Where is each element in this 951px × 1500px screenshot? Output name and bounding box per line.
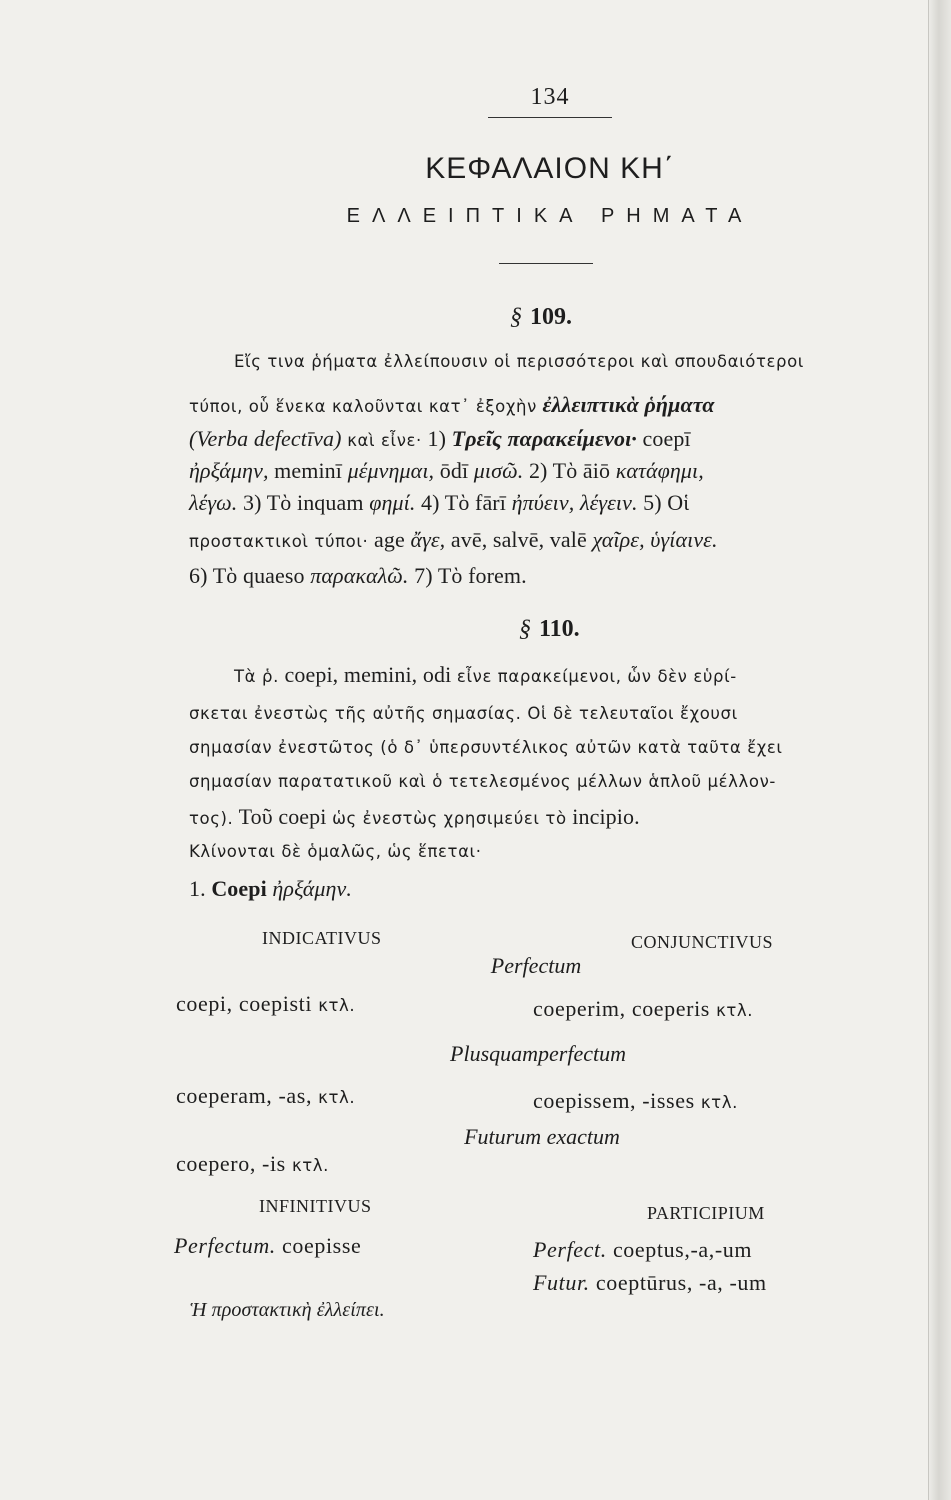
indicative-perfect: coepi, coepisti κτλ. <box>176 991 356 1016</box>
p1-line-7: 6) Τὸ quaeso παρακαλῶ. 7) Τὸ forem. <box>189 563 527 588</box>
p1-line-4: ἠρξάμην, meminī μέμνημαι, ōdī μισῶ. 2) Τὸ āiō κατάφημι, <box>189 458 704 483</box>
participle-future: Futur. coeptūrus, -a, -um <box>533 1270 767 1295</box>
section-symbol-2: § <box>519 616 531 642</box>
p2-line-7: 1. Coepi ἠρξάμην. <box>189 876 352 901</box>
conjunctive-perfect: coeperim, coeperis κτλ. <box>533 996 754 1021</box>
section-number: 109. <box>530 304 572 330</box>
p2-line-2: σκεται ἐνεστὼς τῆς αὐτῆς σημασίας. Οἱ δὲ τελευταῖοι ἔχουσι <box>189 704 738 723</box>
p1-line-5: λέγω. 3) Τὸ inquam φημί. 4) Τὸ fārī ἠπύειν, λέγειν. 5) Οἱ <box>189 490 690 515</box>
tense-futurum-exactum: Futurum exactum <box>464 1124 620 1149</box>
p1-line-2: τύποι, οὗ ἕνεκα καλοῦνται κατ᾽ ἐξοχὴν ἐλλειπτικὰ ῥήματα <box>189 392 715 417</box>
participle-perfect: Perfect. coeptus,-a,-um <box>533 1237 753 1262</box>
tense-plusquamperfectum: Plusquamperfectum <box>450 1041 626 1066</box>
indicative-future-perfect: coepero, -is κτλ. <box>176 1151 330 1176</box>
infinitive-perfect: Perfectum. coepisse <box>174 1233 362 1258</box>
p2-line-4: σημασίαν παρατατικοῦ καὶ ὁ τετελεσμένος μέλλων ἁπλοῦ μέλλον- <box>189 772 776 791</box>
section-109-heading <box>510 304 572 331</box>
title-rule <box>499 263 593 264</box>
header-indicativus: INDICATIVUS <box>262 928 382 948</box>
p1-line-6: προστακτικοὶ τύποι· age ἄγε, avē, salvē, valē χαῖρε, ὑγίαινε. <box>189 527 718 552</box>
indicative-pluperfect: coeperam, -as, κτλ. <box>176 1083 356 1108</box>
page-number: 134 <box>530 84 570 110</box>
p2-line-3: σημασίαν ἐνεστῶτος (ὁ δ᾽ ὑπερσυντέλικος αὐτῶν κατὰ ταῦτα ἔχει <box>189 738 783 757</box>
chapter-subtitle: ΕΛΛΕΙΠΤΙΚΑ ΡΗΜΑΤΑ <box>346 205 754 227</box>
header-conjunctivus: CONJUNCTIVUS <box>631 932 774 952</box>
p2-line-6: Κλίνονται δὲ ὁμαλῶς, ὡς ἕπεται· <box>189 842 482 861</box>
footnote: Ἡ προστακτικὴ ἐλλείπει. <box>190 1299 385 1321</box>
p1-line-1: Εἴς τινα ῥήματα ἐλλείπουσιν οἱ περισσότεροι καὶ σπουδαιότεροι <box>234 352 804 371</box>
page-number-rule <box>488 117 612 118</box>
p1-line-3: (Verba defectīva) καὶ εἶνε· 1) Τρεῖς παρακείμενοι· coepī <box>189 426 691 451</box>
section-number-2: 110. <box>539 616 580 642</box>
tense-perfectum: Perfectum <box>490 953 582 978</box>
section-symbol: § <box>510 304 522 330</box>
section-110-heading <box>519 616 580 643</box>
p2-line-5: τος). Τοῦ coepi ὡς ἐνεστὼς χρησιμεύει τὸ incipio. <box>189 804 640 829</box>
p2-line-1: Τὰ ῥ. coepi, memini, odi εἶνε παρακείμενοι, ὧν δὲν εὑρί- <box>234 662 737 687</box>
header-participium: PARTICIPIUM <box>647 1203 765 1223</box>
header-infinitivus: INFINITIVUS <box>259 1196 372 1216</box>
chapter-title: ΚΕΦΑΛΑΙΟΝ ΚΗ΄ <box>425 152 675 185</box>
conjunctive-pluperfect: coepissem, -isses κτλ. <box>533 1088 738 1113</box>
